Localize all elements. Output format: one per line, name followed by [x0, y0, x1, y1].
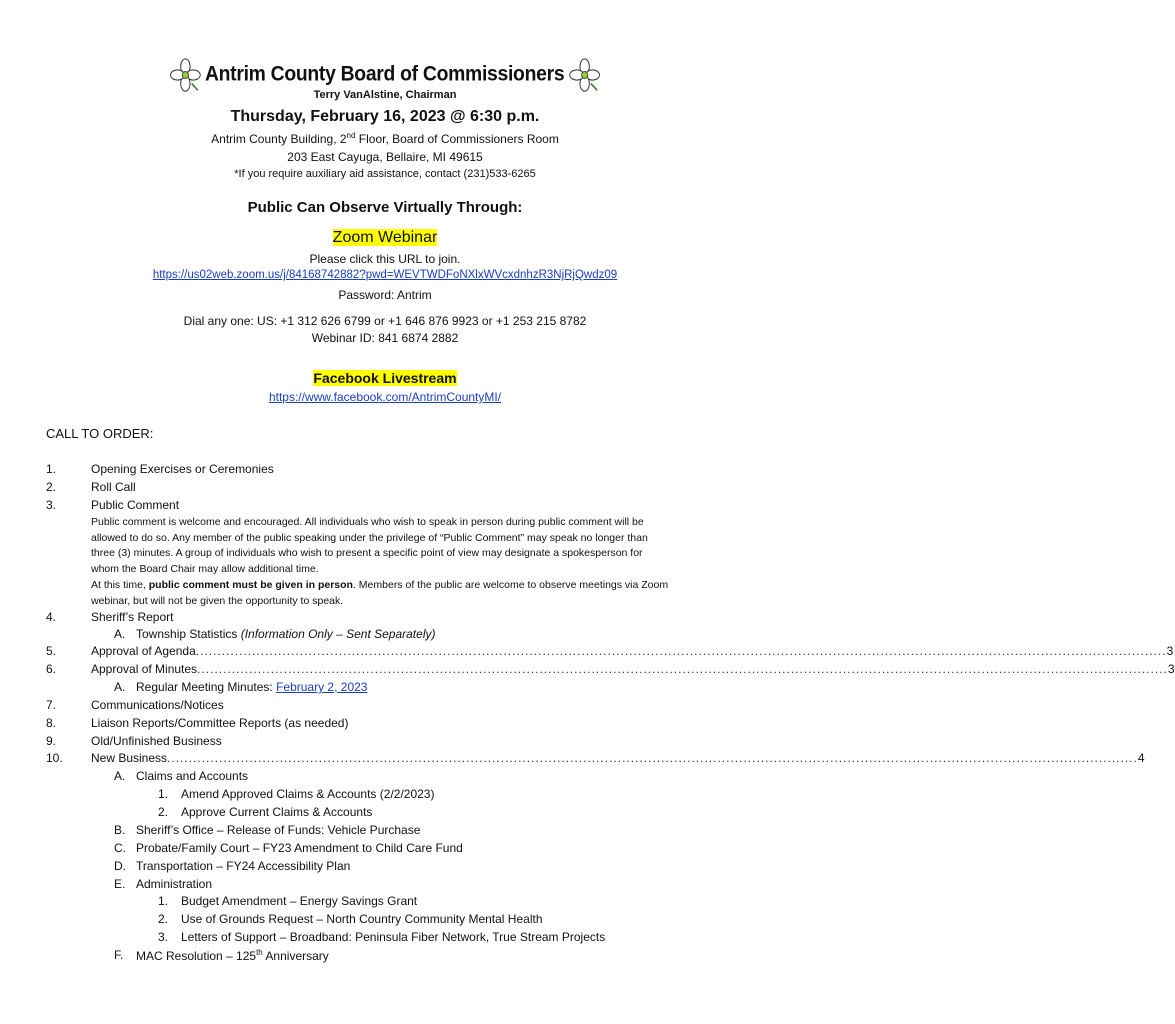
facebook-url-line [0, 390, 770, 404]
sub-mark: B. [114, 823, 126, 837]
agenda-item: Approval of Minutes ................................................................................................................................................................................................................................ 3 [91, 662, 1175, 676]
sub-mark: 2. [158, 912, 169, 926]
assistance-note: *If you require auxiliary aid assistance, contact (231)533-6265 [234, 168, 536, 180]
agenda-item: Opening Exercises or Ceremonies [91, 462, 274, 476]
agenda-item: Sheriff’s Report [91, 610, 174, 624]
sub-mark: 3. [158, 930, 169, 944]
agenda-item: Approval of Agenda ................................................................................................................................................................................................................................ 3 [91, 644, 1174, 658]
meeting-date: Thursday, February 16, 2023 @ 6:30 p.m. [230, 108, 540, 125]
zoom-url-link[interactable]: https://us02web.zoom.us/j/84168742882?pwd=WEVTWDFoNXlxWVcxdnhzR3NjRjQwdz09 [152, 269, 618, 281]
flower-logo-icon [569, 58, 600, 92]
minutes-link[interactable]: February 2, 2023 [276, 680, 368, 694]
sub-item: Letters of Support – Broadband: Peninsula Fiber Network, True Stream Projects [181, 930, 606, 944]
document-title-row [31, 58, 739, 92]
sub-item: Amend Approved Claims & Accounts (2/2/2023) [181, 787, 435, 801]
item-number: 7. [46, 698, 57, 712]
item-number: 8. [46, 716, 57, 730]
zoom-url-line [0, 269, 770, 281]
item-number: 6. [46, 662, 57, 676]
facebook-url-link[interactable]: https://www.facebook.com/AntrimCountyMI/ [268, 390, 502, 404]
agenda-item: New Business ................................................................................................................................................................................................................................ 4 [91, 751, 1145, 765]
agenda-item: Roll Call [91, 480, 136, 494]
observe-heading: Public Can Observe Virtually Through: [247, 199, 523, 216]
call-to-order: CALL TO ORDER: [46, 426, 154, 441]
webinar-id: Webinar ID: 841 6874 2882 [311, 331, 459, 345]
agenda-item: Public Comment [91, 498, 180, 512]
meeting-address: 203 East Cayuga, Bellaire, MI 49615 [287, 150, 483, 164]
sub-item: Sheriff’s Office – Release of Funds: Vehicle Purchase [136, 823, 421, 837]
sub-item: Regular Meeting Minutes: February 2, 2023 [136, 680, 368, 694]
dial-in-numbers: Dial any one: US: +1 312 626 6799 or +1 646 876 9923 or +1 253 215 8782 [183, 314, 587, 328]
sub-item: Township Statistics (Information Only – Sent Separately) [136, 627, 436, 641]
sub-mark: 1. [158, 894, 169, 908]
sub-item: Claims and Accounts [136, 769, 249, 783]
zoom-password: Password: Antrim [338, 288, 432, 302]
item-number: 5. [46, 644, 57, 658]
meeting-location: Antrim County Building, 2nd Floor, Board of Commissioners Room [211, 131, 559, 146]
agenda-item: Communications/Notices [91, 698, 224, 712]
sub-mark: 2. [158, 805, 169, 819]
item-number: 9. [46, 734, 57, 748]
sub-item: Use of Grounds Request – North Country Community Mental Health [181, 912, 543, 926]
sub-item: Administration [136, 877, 213, 891]
sub-item: MAC Resolution – 125th Anniversary [136, 948, 329, 963]
sub-mark: 1. [158, 787, 169, 801]
sub-mark: A. [114, 680, 126, 694]
item-number: 1. [46, 462, 57, 476]
public-comment-text: Public comment is welcome and encouraged. All individuals who wish to speak in person during public comment will be allowed to do so. Any member of the public speaking under the privilege of “Public Comment” may speak no longer than three (3) minutes. A group of individuals who wish to present a specific point of view may designate a spokesperson for whom the Board Chair may allow additional time. At this time, public comment must be given in person. Members of the public are welcome to observe meetings via Zoom webinar, but will not be given the opportunity to speak. [91, 516, 669, 607]
item-number: 4. [46, 610, 57, 624]
sub-item: Transportation – FY24 Accessibility Plan [136, 859, 351, 873]
sub-mark: D. [114, 859, 126, 873]
item-number: 2. [46, 480, 57, 494]
sub-mark: A. [114, 627, 126, 641]
agenda-item: Liaison Reports/Committee Reports (as needed) [91, 716, 349, 730]
flower-logo-icon [169, 58, 200, 92]
click-instruction: Please click this URL to join. [309, 252, 461, 266]
item-number: 3. [46, 498, 57, 512]
facebook-label: Facebook Livestream [313, 370, 457, 386]
sub-mark: F. [114, 948, 124, 962]
sub-item: Budget Amendment – Energy Savings Grant [181, 894, 418, 908]
item-number: 10. [46, 751, 63, 765]
agenda-item: Old/Unfinished Business [91, 734, 222, 748]
chairman-line: Terry VanAlstine, Chairman [313, 89, 457, 101]
sub-mark: E. [114, 877, 126, 891]
sub-item: Approve Current Claims & Accounts [181, 805, 373, 819]
document-title: Antrim County Board of Commissioners [204, 62, 565, 86]
zoom-label: Zoom Webinar [332, 229, 438, 246]
sub-mark: C. [114, 841, 126, 855]
sub-item: Probate/Family Court – FY23 Amendment to Child Care Fund [136, 841, 463, 855]
sub-mark: A. [114, 769, 126, 783]
